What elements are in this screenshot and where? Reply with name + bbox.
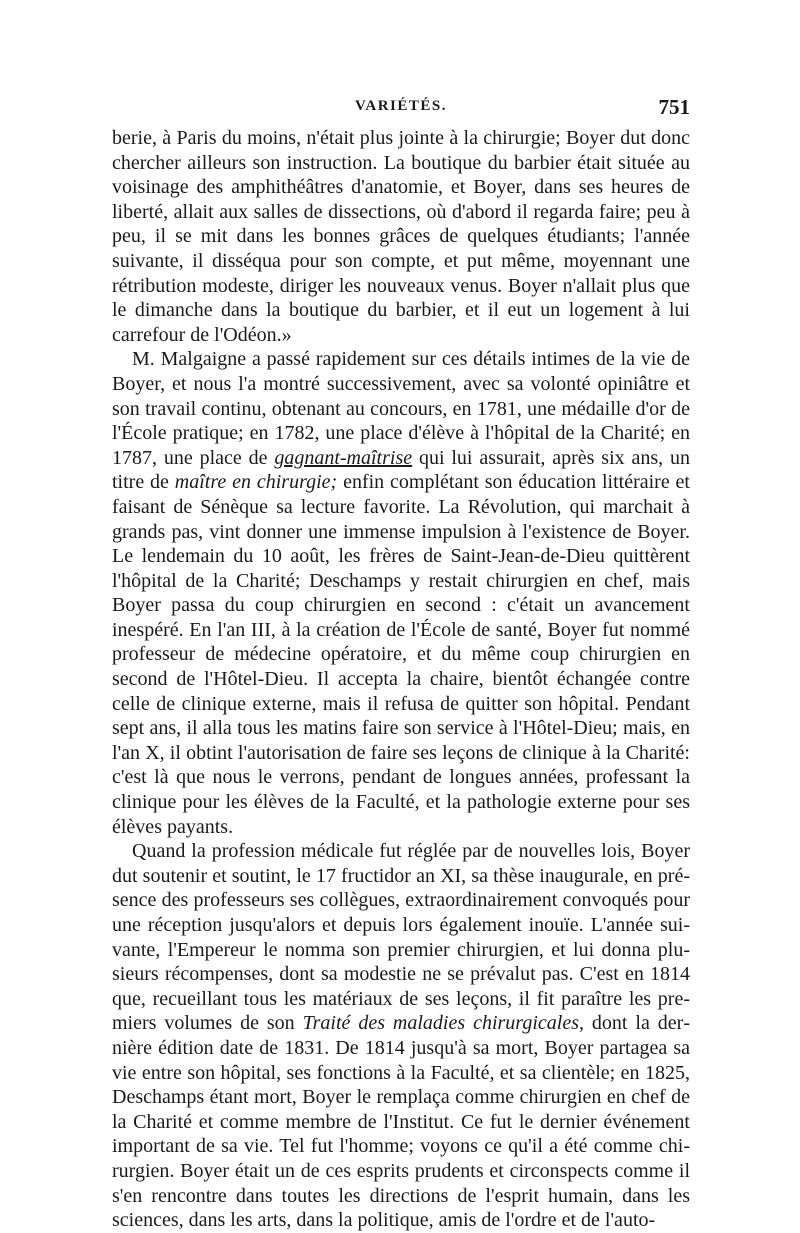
paragraph-3: [112, 839, 690, 1233]
text-segment: qui lui assurait, après six ans, un titre de: [112, 446, 690, 494]
running-head: [112, 95, 690, 120]
text-segment: , dont la dernière édition date de 1831. De 1814 jusqu'à sa mort, Boyer partagea sa vie entre son hôpital, ses fonctions à la Faculté, et sa clientèle; en 1825, Deschamps étant mort, Boyer le remplaça comme chirurgien en chef de la Charité et comme membre de l'Institut. Ce fut le dernier événement important de sa vie. Tel fut l'homme; voyons ce qu'il a été comme chirurgien. Boyer était un de ces esprits prudents et circonspects comme il s'en rencontre dans toutes les directions de l'esprit humain, dans les sciences, dans les arts, dans la politique, amis de l'ordre et de l'auto-: [112, 1012, 691, 1232]
text-segment: enfin complétant son éducation littéraire et faisant de Sénèque sa lecture favorite. La Révolution, qui marchait à grands pas, vint donner une immense impulsion à l'existence de Boyer. Le lendemain du 10 août, les frères de Saint-Jean-de-Dieu quittèrent l'hôpital de la Charité; Deschamps y restait chirurgien en chef, mais Boyer passa du coup chirurgien en second : c'était un avancement inespéré. En l'an III, à la création de l'École de santé, Boyer fut nommé professeur de médecine opératoire, et du même coup chirurgien en second de l'Hôtel-Dieu. Il accepta la chaire, bientôt échangée contre celle de clinique externe, mais il refusa de quitter son hôpital. Pendant sept ans, il alla tous les matins faire son service à l'Hôtel-Dieu; mais, en l'an X, il obtint l'autorisation de faire ses leçons de clinique à la Charité: c'est là que nous le verrons, pendant de longues années, professant la clinique pour les élèves de la Faculté, et la pathologie externe pour ses élèves payants.: [112, 471, 690, 838]
text-segment: berie, à Paris du moins, n'était plus jointe à la chirurgie; Boyer dut donc chercher ailleurs son instruction. La boutique du barbier était située au voisinage des amphithéâtres d'anatomie, et Boyer, dans ses heures de liberté, allait aux salles de dissections, où d'abord il regarda faire; peu à peu, il se mit dans les bonnes grâces de quelques étudiants; l'année suivante, il disséqua pour son compte, et put même, moyennant une rétribution modeste, diriger les nouveaux venus. Boyer n'allait plus que le dimanche dans la boutique du barbier, et il eut un logement à lui carrefour de l'Odéon.»: [112, 127, 690, 346]
page-number: 751: [658, 95, 690, 119]
text-segment: Quand la profession médicale fut réglée par de nouvelles lois, Boyer dut soutenir et soutint, le 17 fructidor an XI, sa thèse inaugurale, en présence des professeurs ses collègues, extraordinairement convoqués pour une réception jusqu'alors et depuis lors également inouïe. L'année suivante, l'Empereur le nomma son premier chirurgien, et lui donna plusieurs récompenses, dont sa modestie ne se prévalut pas. C'est en 1814 que, recueillant tous les matériaux de ses leçons, il fit paraître les premiers volumes de son: [112, 840, 690, 1035]
emphasis-book-title: Traité des maladies chirurgicales: [302, 1012, 579, 1035]
paragraph-1: [112, 126, 690, 347]
emphasis-maitre-en-chirurgie: maître en chirurgie;: [174, 471, 338, 494]
body-text: [112, 126, 690, 1233]
text-segment: M. Malgaigne a passé rapidement sur ces détails intimes de la vie de Boyer, et nous l'a montré successivement, avec sa volonté opiniâtre et son travail continu, obtenant au concours, en 1781, une médaille d'or de l'École pratique; en 1782, une place d'élève à l'hôpital de la Charité; en 1787, une place de: [112, 348, 690, 469]
running-title: VARIÉTÉS.: [354, 98, 447, 114]
paragraph-2: [112, 347, 690, 839]
emphasis-gagnant-maitrise: gagnant-maîtrise: [274, 446, 413, 469]
